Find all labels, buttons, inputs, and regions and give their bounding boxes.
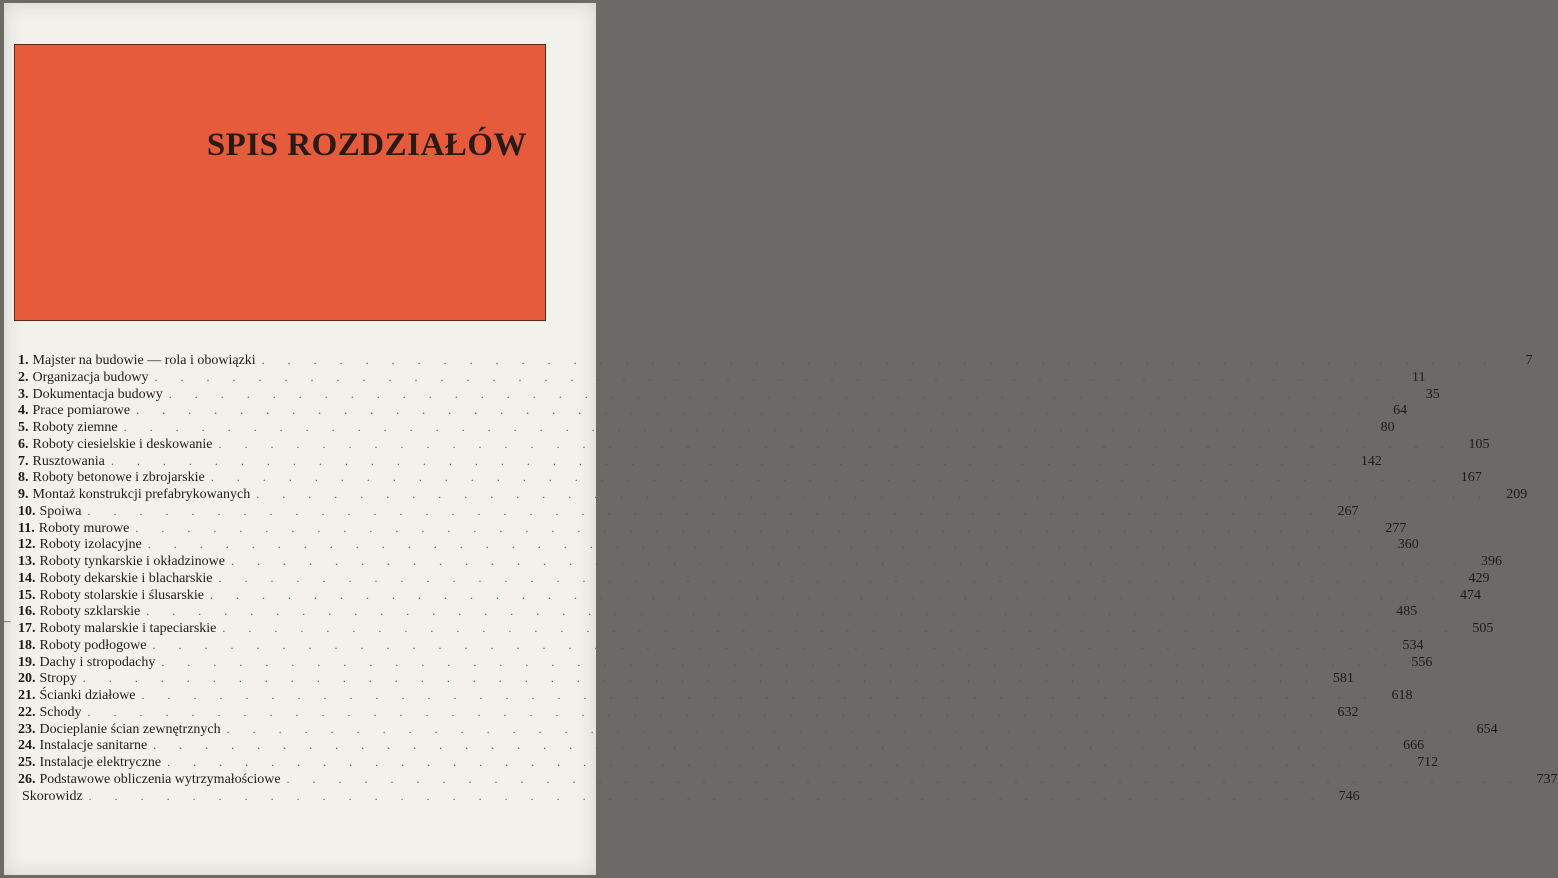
- page-number: 632: [1337, 704, 1359, 720]
- chapter-number: 25.: [18, 755, 36, 770]
- chapter-title: Rusztowania: [32, 453, 105, 469]
- chapter-number: 26.: [18, 771, 36, 787]
- chapter-title: Ścianki działowe: [39, 688, 136, 703]
- chapter-title: Roboty szklarskie: [39, 604, 141, 620]
- page-number: 485: [1396, 604, 1418, 620]
- page-number: 429: [1468, 570, 1490, 586]
- book-page: [4, 3, 1558, 875]
- chapter-number: 22.: [18, 704, 36, 720]
- chapter-number: 16.: [18, 604, 36, 620]
- chapter-number: 5.: [18, 420, 29, 435]
- chapter-title: Roboty malarskie i tapeciarskie: [39, 621, 217, 636]
- chapter-title: Stropy: [39, 671, 77, 687]
- toc-entry: [18, 687, 1413, 704]
- page-number: 666: [1403, 738, 1425, 754]
- toc-entry: [18, 386, 1440, 403]
- dot-leader: . . . . . . . . . . . . . . . . . . . . . . . . . . . . . . . . . . . . . . . . . . . . . . . .: [154, 369, 1390, 384]
- chapter-number: 11.: [18, 520, 35, 536]
- page-number: 142: [1360, 453, 1382, 469]
- page-number: 7: [1525, 353, 1533, 368]
- page-number: 712: [1417, 755, 1439, 770]
- chapter-number: 8.: [18, 470, 29, 486]
- toc-entry: [18, 620, 1494, 637]
- dot-leader: . . . . . . . . . . . . . . . . . . . . . . . . . . . . . . . . . . . . . . . . . . . . . . . .: [87, 704, 1323, 719]
- toc-entry: [18, 402, 1408, 419]
- toc-entry: [18, 436, 1490, 453]
- page-number: 505: [1472, 621, 1494, 636]
- chapter-number: 14.: [18, 570, 36, 586]
- chapter-title: Roboty ciesielskie i deskowanie: [32, 436, 213, 452]
- toc-entry: [18, 352, 1533, 369]
- chapter-number: 9.: [18, 487, 29, 502]
- chapter-number: 24.: [18, 738, 36, 754]
- toc-entry: [18, 654, 1433, 671]
- chapter-title: Montaż konstrukcji prefabrykowanych: [32, 487, 251, 502]
- chapter-title: Roboty podłogowe: [39, 637, 147, 653]
- chapter-number: 19.: [18, 654, 36, 670]
- toc-entry: [18, 603, 1418, 620]
- chapter-number: 6.: [18, 436, 29, 452]
- toc-entry: [18, 704, 1359, 721]
- page-number: 618: [1391, 688, 1413, 703]
- toc-entry: [18, 469, 1482, 486]
- chapter-number: 4.: [18, 403, 29, 419]
- toc-entry: [18, 670, 1354, 687]
- toc-entry: [18, 536, 1419, 553]
- toc-entry: [18, 486, 1528, 503]
- toc-entry: [18, 788, 1360, 805]
- page-number: 277: [1385, 520, 1407, 536]
- toc-entry: [18, 453, 1382, 470]
- chapter-number: 12.: [18, 537, 36, 553]
- dot-leader: . . . . . . . . . . . . . . . . . . . . . . . . . . . . . . . . . . . . . . . . . . . . . . . .: [135, 520, 1371, 535]
- toc-entry: [18, 369, 1426, 386]
- page-number: 746: [1338, 788, 1360, 804]
- dot-leader: . . . . . . . . . . . . . . . . . . . . . . . . . . . . . . . . . . . . . . . . . . . . . . . .: [141, 688, 1377, 702]
- chapter-title: Roboty ziemne: [32, 420, 118, 435]
- page-number: 360: [1397, 537, 1419, 553]
- chapter-number: 18.: [18, 637, 36, 653]
- page-number: 737: [1536, 771, 1558, 787]
- page-number: 35: [1425, 386, 1440, 402]
- dot-leader: . . . . . . . . . . . . . . . . . . . . . . . . . . . . . . . . . . . . . . . . . . . . . . . .: [123, 420, 1359, 434]
- dot-leader: . . . . . . . . . . . . . . . . . . . . . . . . . . . . . . . . . . . . . . . . . . . . . . . .: [161, 654, 1397, 669]
- toc-entry: [18, 520, 1407, 537]
- dot-leader: . . . . . . . . . . . . . . . . . . . . . . . . . . . . . . . . . . . . . . . . . . . . . . . .: [136, 403, 1372, 418]
- page-number: 11: [1412, 369, 1426, 385]
- title-banner: [14, 44, 546, 321]
- toc-entry: [18, 419, 1395, 436]
- chapter-title: Roboty betonowe i zbrojarskie: [32, 470, 205, 486]
- chapter-title: Podstawowe obliczenia wytrzymałościowe: [39, 771, 281, 787]
- page-number: 167: [1460, 470, 1482, 486]
- page-number: 209: [1506, 487, 1528, 502]
- table-of-contents: [18, 352, 1558, 804]
- toc-entry: [18, 737, 1425, 754]
- chapter-number: 2.: [18, 369, 29, 385]
- chapter-number: 1.: [18, 353, 29, 368]
- dot-leader: . . . . . . . . . . . . . . . . . . . . . . . . . . . . . . . . . . . . . . . . . . . . . . . .: [256, 487, 1492, 501]
- dot-leader: . . . . . . . . . . . . . . . . . . . . . . . . . . . . . . . . . . . . . . . . . . . . . . . .: [87, 503, 1323, 518]
- dot-leader: . . . . . . . . . . . . . . . . . . . . . . . . . . . . . . . . . . . . . . . . . . . . . . . .: [210, 470, 1446, 485]
- chapter-number: 7.: [18, 453, 29, 469]
- chapter-title: Prace pomiarowe: [32, 403, 131, 419]
- dot-leader: . . . . . . . . . . . . . . . . . . . . . . . . . . . . . . . . . . . . . . . . . . . . . . . .: [88, 788, 1324, 803]
- page-title: SPIS ROZDZIAŁÓW: [206, 127, 527, 163]
- chapter-number: 21.: [18, 688, 36, 703]
- chapter-title: Instalacje sanitarne: [39, 738, 148, 754]
- chapter-title: Organizacja budowy: [32, 369, 149, 385]
- dot-leader: . . . . . . . . . . . . . . . . . . . . . . . . . . . . . . . . . . . . . . . . . . . . . . . .: [147, 537, 1383, 552]
- chapter-number: 20.: [18, 671, 36, 687]
- chapter-title: Schody: [39, 704, 82, 720]
- chapter-title: Spoiwa: [39, 503, 82, 519]
- chapter-title: Majster na budowie — rola i obowiązki: [32, 353, 256, 368]
- chapter-title: Roboty dekarskie i blacharskie: [39, 570, 213, 586]
- dot-leader: . . . . . . . . . . . . . . . . . . . . . . . . . . . . . . . . . . . . . . . . . . . . . . . .: [230, 554, 1466, 568]
- dot-leader: . . . . . . . . . . . . . . . . . . . . . . . . . . . . . . . . . . . . . . . . . . . . . . . .: [146, 604, 1382, 619]
- chapter-number: 3.: [18, 386, 29, 402]
- chapter-number: 23.: [18, 721, 36, 737]
- page-number: 556: [1411, 654, 1433, 670]
- dot-leader: . . . . . . . . . . . . . . . . . . . . . . . . . . . . . . . . . . . . . . . . . . . . . . . .: [167, 755, 1403, 769]
- chapter-title: Instalacje elektryczne: [39, 755, 162, 770]
- toc-entry: [18, 771, 1558, 788]
- chapter-title: Docieplanie ścian zewnętrznych: [39, 721, 221, 737]
- chapter-title: Roboty izolacyjne: [39, 537, 142, 553]
- dot-leader: . . . . . . . . . . . . . . . . . . . . . . . . . . . . . . . . . . . . . . . . . . . . . . . .: [226, 721, 1462, 736]
- page-number: 396: [1480, 554, 1502, 569]
- dot-leader: . . . . . . . . . . . . . . . . . . . . . . . . . . . . . . . . . . . . . . . . . . . . . . . .: [218, 436, 1454, 451]
- chapter-title: Dachy i stropodachy: [39, 654, 156, 670]
- page-number: 105: [1468, 436, 1490, 452]
- page-number: 534: [1402, 637, 1424, 653]
- page-number: 267: [1337, 503, 1359, 519]
- dot-leader: . . . . . . . . . . . . . . . . . . . . . . . . . . . . . . . . . . . . . . . . . . . . . . . .: [82, 671, 1318, 686]
- toc-entry: [18, 553, 1502, 570]
- toc-entry: [18, 503, 1359, 520]
- chapter-number: 17.: [18, 621, 36, 636]
- toc-entry: [18, 570, 1490, 587]
- toc-entry: [18, 637, 1424, 654]
- page-number: 654: [1476, 721, 1498, 737]
- page-number: 80: [1380, 420, 1395, 435]
- chapter-title: Roboty tynkarskie i okładzinowe: [39, 554, 225, 569]
- chapter-title: Roboty stolarskie i ślusarskie: [39, 587, 204, 603]
- toc-entry: [18, 754, 1439, 771]
- chapter-number: 10.: [18, 503, 36, 519]
- dot-leader: . . . . . . . . . . . . . . . . . . . . . . . . . . . . . . . . . . . . . . . . . . . . . . . .: [210, 587, 1445, 602]
- chapter-number: 13.: [18, 554, 36, 569]
- toc-entry: [18, 721, 1498, 738]
- page-number: 64: [1393, 403, 1408, 419]
- chapter-title: Roboty murowe: [38, 520, 130, 536]
- page-number: 581: [1332, 671, 1354, 687]
- chapter-number: 15.: [18, 587, 36, 603]
- chapter-title: Skorowidz: [22, 788, 83, 804]
- dot-leader: . . . . . . . . . . . . . . . . . . . . . . . . . . . . . . . . . . . . . . . . . . . . . . . .: [261, 353, 1497, 367]
- dot-leader: . . . . . . . . . . . . . . . . . . . . . . . . . . . . . . . . . . . . . . . . . . . . . . . .: [110, 453, 1346, 468]
- dot-leader: . . . . . . . . . . . . . . . . . . . . . . . . . . . . . . . . . . . . . . . . . . . . . . . .: [222, 621, 1458, 635]
- dot-leader: . . . . . . . . . . . . . . . . . . . . . . . . . . . . . . . . . . . . . . . . . . . . . . . .: [286, 771, 1522, 786]
- toc-entry: [18, 587, 1481, 604]
- dot-leader: . . . . . . . . . . . . . . . . . . . . . . . . . . . . . . . . . . . . . . . . . . . . . . . .: [152, 637, 1388, 652]
- dot-leader: . . . . . . . . . . . . . . . . . . . . . . . . . . . . . . . . . . . . . . . . . . . . . . . .: [168, 386, 1404, 401]
- dot-leader: . . . . . . . . . . . . . . . . . . . . . . . . . . . . . . . . . . . . . . . . . . . . . . . .: [153, 738, 1389, 753]
- page-number: 474: [1460, 587, 1481, 603]
- margin-mark: –: [4, 613, 11, 628]
- chapter-title: Dokumentacja budowy: [32, 386, 163, 402]
- dot-leader: . . . . . . . . . . . . . . . . . . . . . . . . . . . . . . . . . . . . . . . . . . . . . . . .: [218, 570, 1454, 585]
